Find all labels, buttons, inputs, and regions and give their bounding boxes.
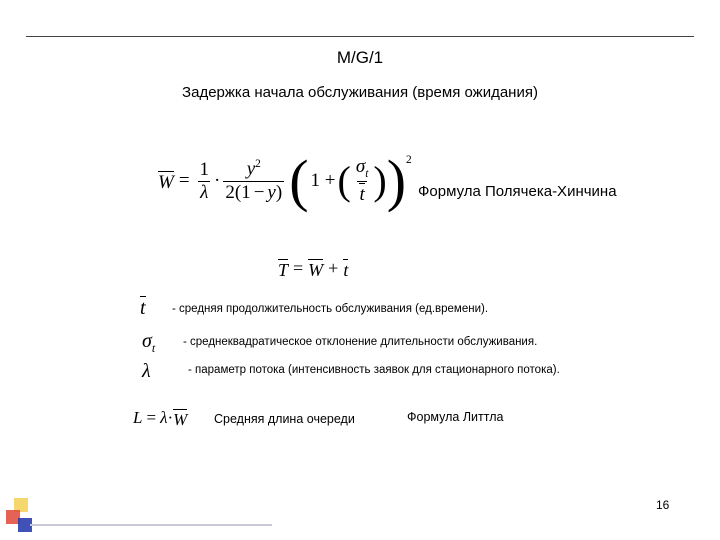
sigma-symbol: σ — [355, 155, 366, 177]
numerator-y-exponent: 2 — [255, 158, 261, 171]
little-l: L — [133, 408, 143, 427]
pollaczek-khinchine-caption: Формула Полячека-Хинчина — [418, 183, 617, 200]
total-time-w-bar: W — [308, 259, 324, 280]
little-formula-caption: Формула Литтла — [407, 410, 504, 424]
definition-symbol-sigma: $\sigma_t$ — [142, 330, 156, 355]
sigma-subscript: t — [365, 167, 369, 180]
corner-decoration — [0, 494, 50, 540]
fraction-denominator-2-1-minus-y — [223, 181, 284, 203]
page-number: 16 — [656, 498, 670, 512]
slide-title: M/G/1 — [336, 48, 384, 67]
fraction-denominator-lambda: λ — [200, 181, 209, 203]
little-lambda: λ — [160, 408, 168, 427]
total-time-plus: + — [328, 258, 339, 278]
denominator-close-paren: ) — [275, 181, 283, 203]
fraction-one-over-lambda — [198, 160, 212, 203]
little-w-bar: W — [173, 409, 188, 429]
multiply-dot: · — [214, 170, 221, 191]
definition-text-t: - средняя продолжительность обслуживания (ед.времени). — [172, 303, 489, 315]
definition-text-lambda: - параметр потока (интенсивность заявок для стационарного потока). — [188, 364, 560, 376]
fraction-denominator-t-bar: t — [359, 184, 365, 206]
fraction-numerator-sigma — [354, 157, 371, 182]
little-equals: = — [146, 408, 157, 427]
definition-symbol-t: t — [140, 297, 146, 319]
bracket-one-plus: 1 + — [310, 170, 336, 191]
little-formula — [133, 408, 187, 428]
denominator-two: 2(1 — [225, 181, 251, 203]
bottom-divider — [30, 524, 272, 526]
definition-symbol-lambda: λ — [142, 360, 151, 382]
fraction-numerator-y-squared — [245, 159, 263, 180]
total-time-t-bar: T — [278, 259, 289, 280]
slide-subtitle: Задержка начала обслуживания (время ожидания) — [182, 84, 538, 101]
fraction-sigma-over-t — [354, 157, 371, 206]
left-big-paren: ( — [289, 148, 309, 213]
deco-red-square — [6, 510, 20, 524]
deco-yellow-square — [14, 498, 28, 512]
outer-exponent: 2 — [406, 154, 412, 166]
formula-w-symbol: W — [158, 171, 174, 193]
denominator-y: y — [267, 181, 276, 203]
formula-equals: = — [178, 170, 190, 191]
right-big-paren: ) — [386, 148, 407, 213]
right-inner-paren: ) — [373, 158, 387, 203]
fraction-y-squared — [223, 159, 284, 202]
total-time-service-t-bar: t — [343, 259, 349, 280]
numerator-y: y — [246, 158, 256, 180]
total-time-formula — [278, 258, 348, 279]
left-inner-paren: ( — [337, 158, 351, 203]
top-divider — [26, 36, 694, 37]
definition-text-sigma: - среднеквадратическое отклонение длительности обслуживания. — [183, 336, 538, 348]
fraction-numerator-one: 1 — [199, 158, 210, 180]
pollaczek-khinchine-formula — [158, 148, 412, 213]
little-dot: · — [167, 408, 174, 427]
denominator-minus: − — [253, 181, 265, 203]
total-time-equals: = — [293, 258, 304, 278]
little-queue-length-label: Средняя длина очереди — [214, 412, 355, 426]
